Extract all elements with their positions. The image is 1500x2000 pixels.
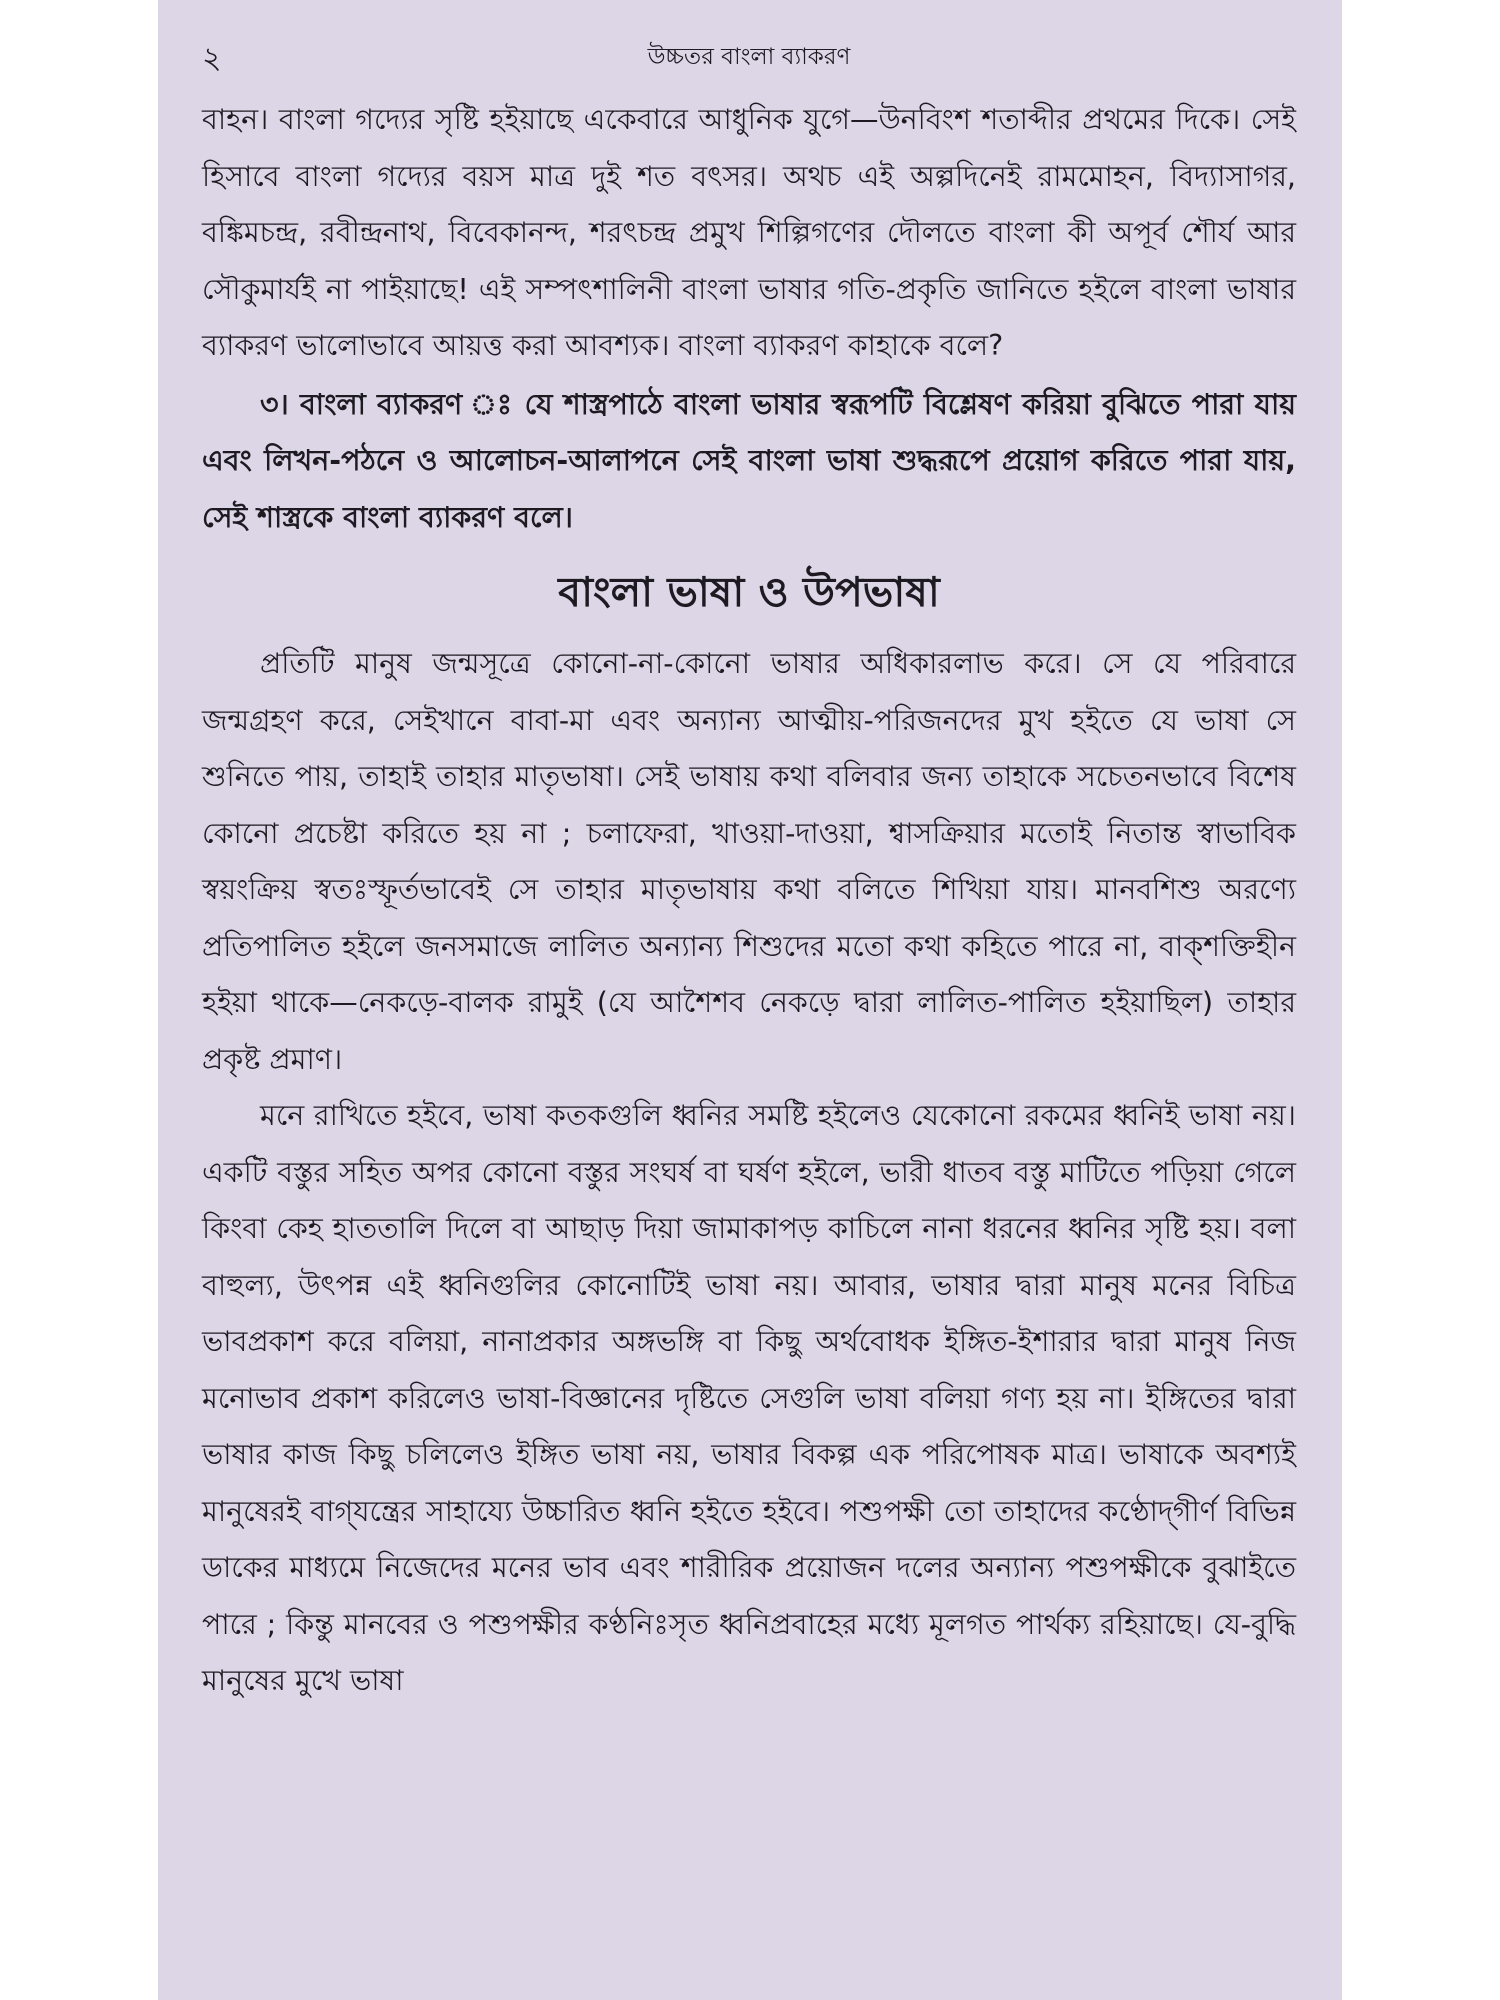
section-heading: বাংলা ভাষা ও উপভাষা (558, 568, 940, 616)
paragraph-intro: বাহন। বাংলা গদ্যের সৃষ্টি হইয়াছে একেবারে আধুনিক যুগে—উনবিংশ শতাব্দীর প্রথমের দিকে। সেই হিসাবে বাংলা গদ্যের বয়স মাত্র দুই শত বৎসর। অথচ এই অল্পদিনেই রামমোহন, বিদ্যাসাগর, বঙ্কিমচন্দ্র, রবীন্দ্রনাথ, বিবেকানন্দ, শরৎচন্দ্র প্রমুখ শিল্পিগণের দৌলতে বাংলা কী অপূর্ব শৌর্য আর সৌকুমার্যই না পাইয়াছে! এই সম্পৎশালিনী বাংলা ভাষার গতি-প্রকৃতি জানিতে হইলে বাংলা ভাষার ব্যাকরণ ভালোভাবে আয়ত্ত করা আবশ্যক। বাংলা ব্যাকরণ কাহাকে বলে? (202, 103, 1296, 362)
paragraph-definition: ৩। বাংলা ব্যাকরণ ঃ যে শাস্ত্রপাঠে বাংলা ভাষার স্বরূপটি বিশ্লেষণ করিয়া বুঝিতে পারা যায় এবং লিখন-পঠনে ও আলোচন-আলাপনে সেই বাংলা ভাষা শুদ্ধরূপে প্রয়োগ করিতে পারা যায়, সেই শাস্ত্রকে বাংলা ব্যাকরণ বলে। (202, 387, 1296, 534)
book-page (158, 0, 1342, 2000)
page-number: ২ (202, 41, 222, 76)
paragraph-sounds: মনে রাখিতে হইবে, ভাষা কতকগুলি ধ্বনির সমষ্টি হইলেও যেকোনো রকমের ধ্বনিই ভাষা নয়। একটি বস্তুর সহিত অপর কোনো বস্তুর সংঘর্ষ বা ঘর্ষণ হইলে, ভারী ধাতব বস্তু মাটিতে পড়িয়া গেলে কিংবা কেহ হাততালি দিলে বা আছাড় দিয়া জামাকাপড় কাচিলে নানা ধরনের ধ্বনির সৃষ্টি হয়। বলা বাহুল্য, উৎপন্ন এই ধ্বনিগুলির কোনোটিই ভাষা নয়। আবার, ভাষার দ্বারা মানুষ মনের বিচিত্র ভাবপ্রকাশ করে বলিয়া, নানাপ্রকার অঙ্গভঙ্গি বা কিছু অর্থবোধক ইঙ্গিত-ইশারার দ্বারা মানুষ নিজ মনোভাব প্রকাশ করিলেও ভাষা-বিজ্ঞানের দৃষ্টিতে সেগুলি ভাষা বলিয়া গণ্য হয় না। ইঙ্গিতের দ্বারা ভাষার কাজ কিছু চলিলেও ইঙ্গিত ভাষা নয়, ভাষার বিকল্প এক পরিপোষক মাত্র। ভাষাকে অবশ্যই মানুষেরই বাগ্‌যন্ত্রের সাহায্যে উচ্চারিত ধ্বনি হইতে হইবে। পশুপক্ষী তো তাহাদের কণ্ঠোদ্‌গীর্ণ বিভিন্ন ডাকের মাধ্যমে নিজেদের মনের ভাব এবং শারীরিক প্রয়োজন দলের অন্যান্য পশুপক্ষীকে বুঝাইতে পারে ; কিন্তু মানবের ও পশুপক্ষীর কণ্ঠনিঃসৃত ধ্বনিপ্রবাহের মধ্যে মূলগত পার্থক্য রহিয়াছে। যে-বুদ্ধি মানুষের মুখে ভাষা (202, 1099, 1296, 1697)
running-title: উচ্চতর বাংলা ব্যাকরণ (647, 44, 851, 70)
page-header (202, 26, 1296, 92)
paragraph-mother-tongue: প্রতিটি মানুষ জন্মসূত্রে কোনো-না-কোনো ভাষার অধিকারলাভ করে। সে যে পরিবারে জন্মগ্রহণ করে, সেইখানে বাবা-মা এবং অন্যান্য আত্মীয়-পরিজনদের মুখ হইতে যে ভাষা সে শুনিতে পায়, তাহাই তাহার মাতৃভাষা। সেই ভাষায় কথা বলিবার জন্য তাহাকে সচেতনভাবে বিশেষ কোনো প্রচেষ্টা করিতে হয় না ; চলাফেরা, খাওয়া-দাওয়া, শ্বাসক্রিয়ার মতোই নিতান্ত স্বাভাবিক স্বয়ংক্রিয় স্বতঃস্ফূর্তভাবেই সে তাহার মাতৃভাষায় কথা বলিতে শিখিয়া যায়। মানবশিশু অরণ্যে প্রতিপালিত হইলে জনসমাজে লালিত অন্যান্য শিশুদের মতো কথা কহিতে পারে না, বাক্‌শক্তিহীন হইয়া থাকে—নেকড়ে-বালক রামুই (যে আশৈশব নেকড়ে দ্বারা লালিত-পালিত হইয়াছিল) তাহার প্রকৃষ্ট প্রমাণ। (202, 647, 1296, 1076)
